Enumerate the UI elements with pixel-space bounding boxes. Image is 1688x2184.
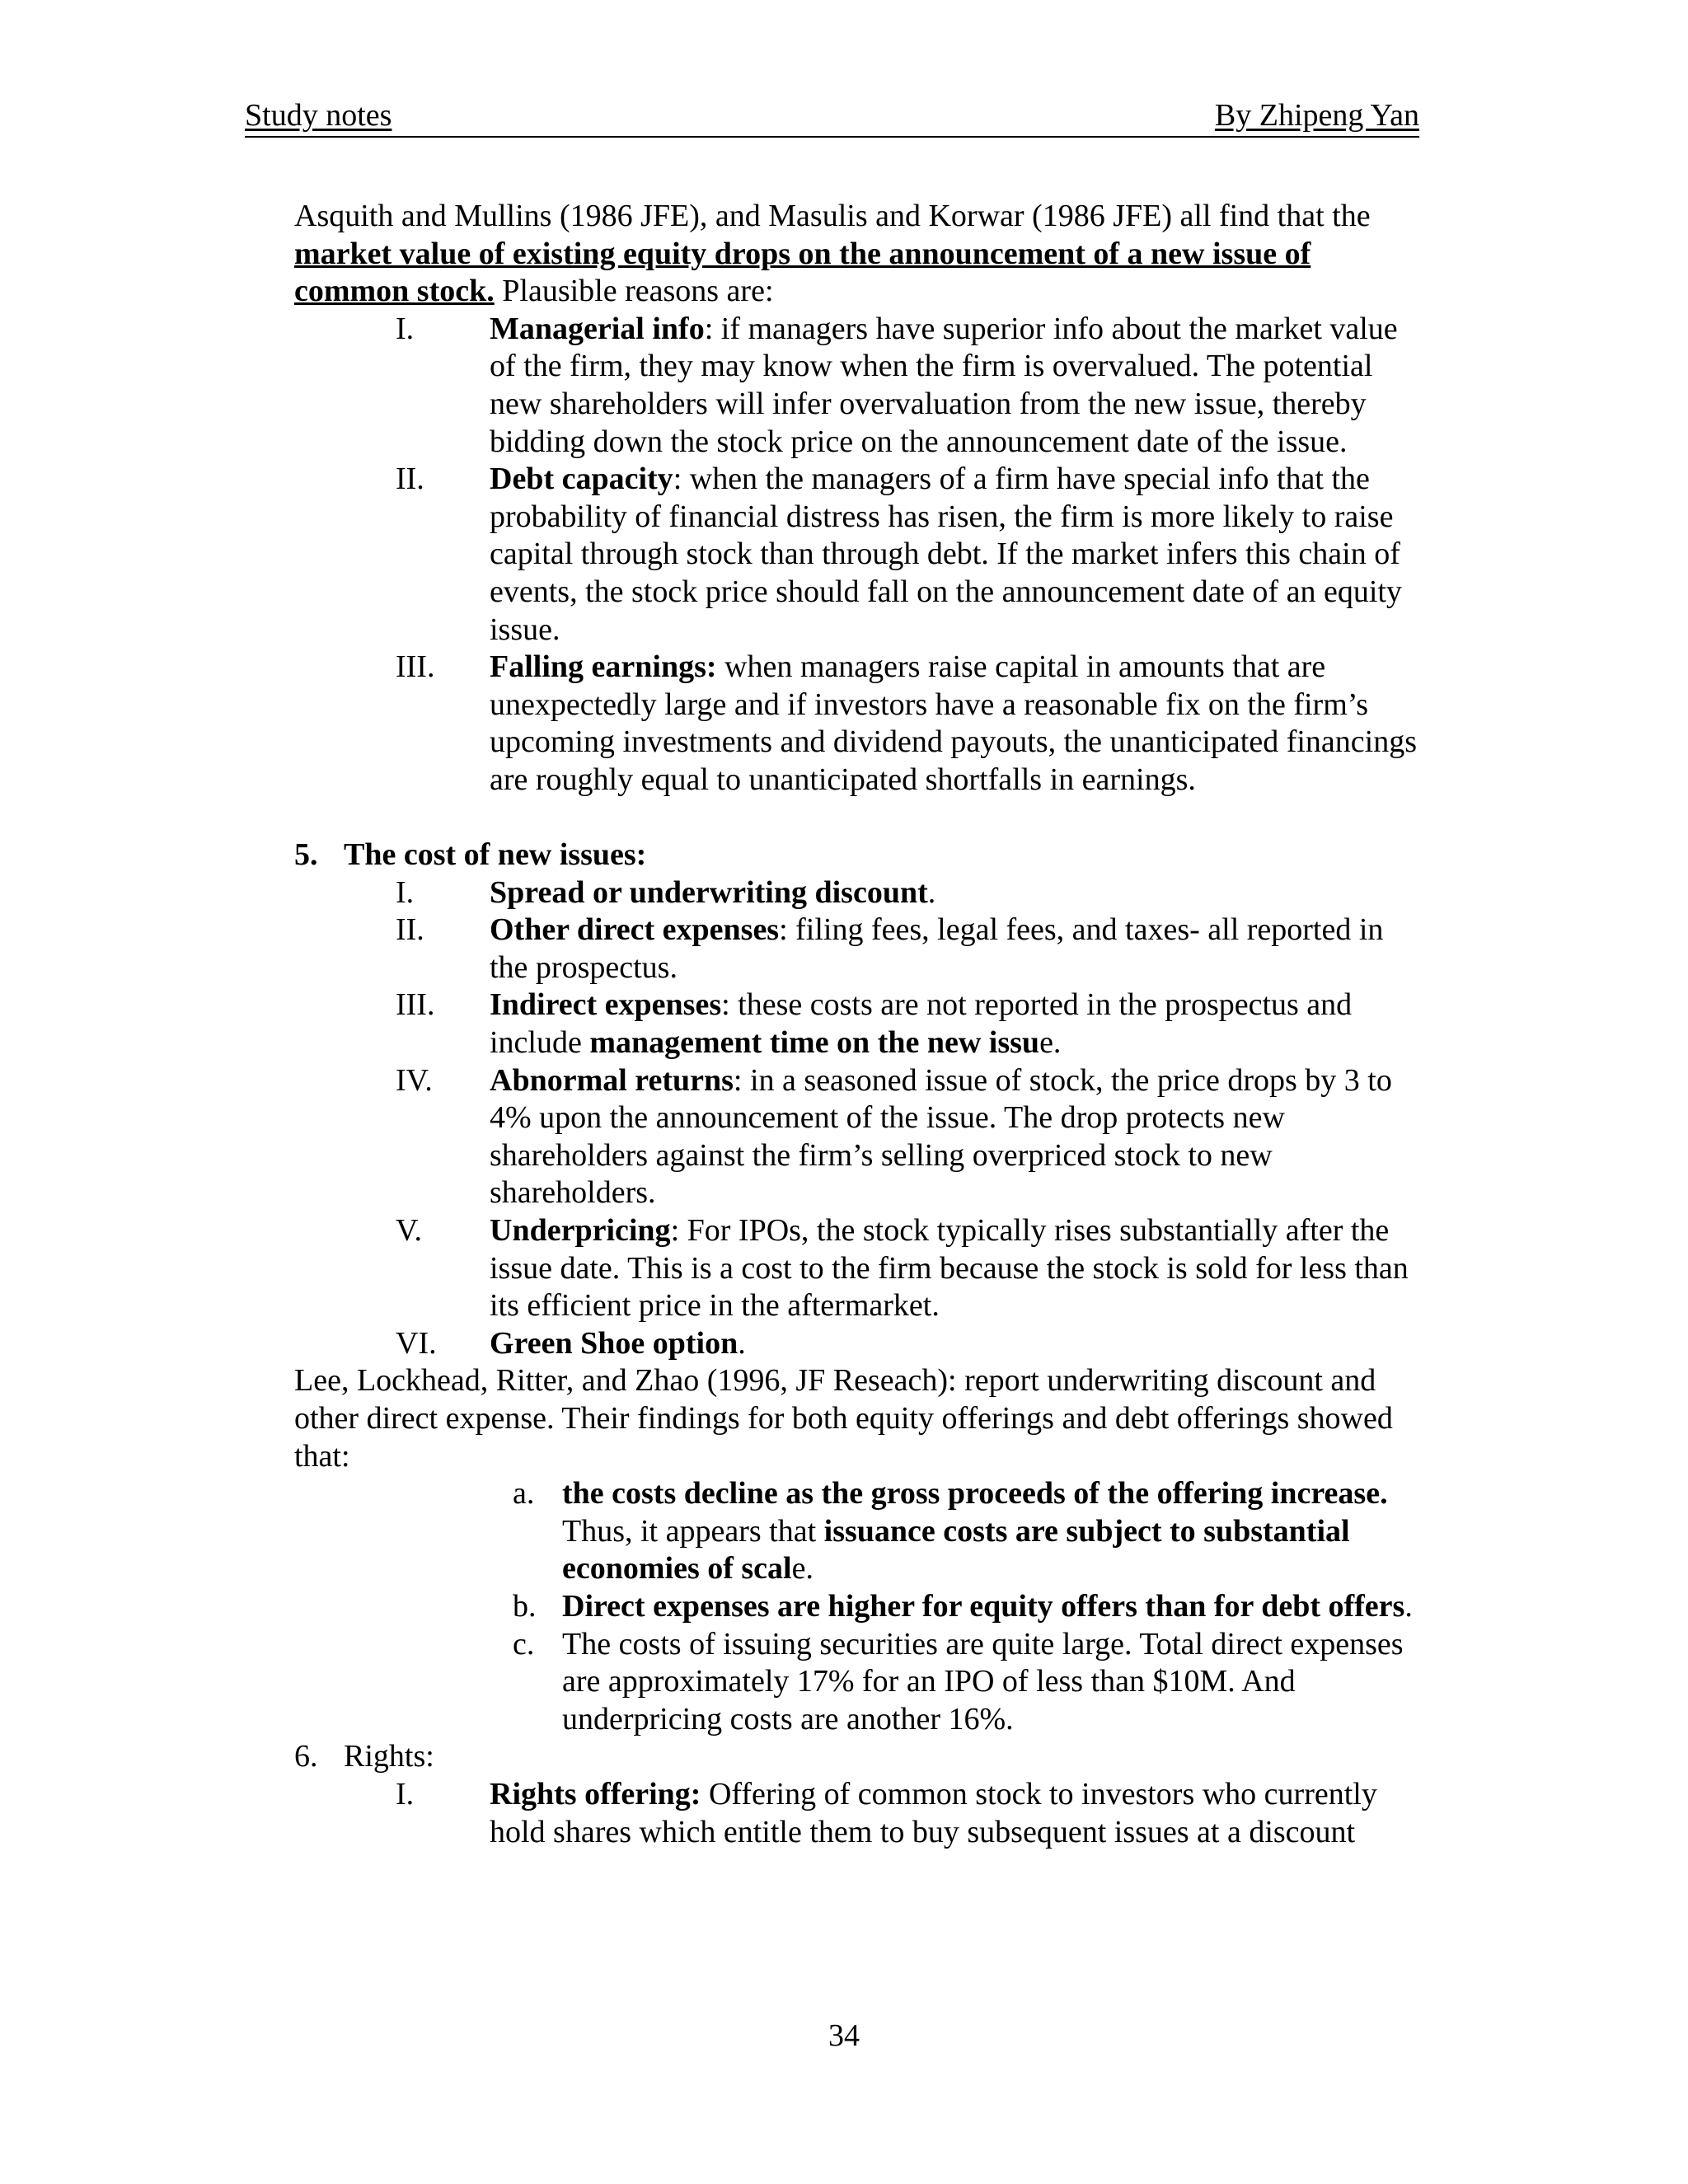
list-item: [294, 1212, 1423, 1325]
item-term: Managerial info: [490, 311, 705, 346]
item-term-secondary: management time on the new issu: [589, 1025, 1040, 1061]
item-term: Underpricing: [490, 1213, 671, 1249]
header-author: By Zhipeng Yan: [1214, 98, 1419, 133]
section-number: 5.: [294, 837, 318, 873]
item-number: I.: [396, 1776, 415, 1811]
item-body-1: The costs of issuing securities are quite large. Total direct expenses are approximately 17% for an IPO of less than $10M. And underpricing costs are another 16%.: [562, 1626, 1404, 1736]
item-body: : when the managers of a firm have special info that the probability of financial distress has risen, the firm is more likely to raise capital through stock than through debt. If the market infers this chain of events, the stock price should fall on the announcement date of an equity issue.: [490, 462, 1402, 647]
item-bold-2: issuance costs are subject to substantial economies of scal: [562, 1513, 1350, 1586]
item-text: [562, 1588, 1423, 1626]
list-item: [294, 874, 1423, 912]
item-term: Indirect expenses: [490, 987, 722, 1023]
list-item: [294, 1325, 1423, 1363]
item-term: Abnormal returns: [490, 1062, 734, 1098]
item-number: VI.: [396, 1325, 437, 1361]
item-body: .: [738, 1325, 746, 1361]
section-title: The cost of new issues:: [344, 837, 647, 873]
item-letter: c.: [513, 1626, 535, 1661]
item-term: Falling earnings:: [490, 649, 717, 685]
section-heading-rights: [294, 1738, 1423, 1776]
list-item: [294, 311, 1423, 461]
item-number: IV.: [396, 1062, 433, 1098]
item-text: [490, 1212, 1423, 1325]
item-term: Spread or underwriting discount: [490, 874, 928, 910]
list-item: [294, 912, 1423, 987]
intro-emphasis: market value of existing equity drops on the announcement of a new issue of common stock.: [294, 236, 1311, 309]
item-body-secondary: e.: [1039, 1025, 1062, 1061]
list-item: [294, 1626, 1423, 1739]
item-text: [490, 912, 1423, 987]
findings-list: [294, 1475, 1423, 1738]
item-text: [490, 311, 1423, 461]
item-term: Green Shoe option: [490, 1325, 738, 1361]
item-body: : these costs are not reported in the prospectus and include: [490, 987, 1353, 1061]
item-body: Offering of common stock to investors who currently hold shares which entitle them to buy subsequent issues at a discount: [490, 1776, 1377, 1849]
item-text: [490, 461, 1423, 649]
list-item: [294, 649, 1423, 799]
item-number: V.: [396, 1213, 423, 1249]
section-title: Rights:: [344, 1739, 434, 1774]
item-letter: b.: [513, 1588, 537, 1624]
intro-tail: Plausible reasons are:: [494, 274, 774, 309]
item-text: [562, 1626, 1423, 1739]
list-item: [294, 987, 1423, 1062]
list-item: [294, 1588, 1423, 1626]
list-item: [294, 1475, 1423, 1588]
item-number: I.: [396, 874, 415, 910]
item-body: : in a seasoned issue of stock, the price drops by 3 to 4% upon the announcement of the issue. The drop protects new shareholders against the firm’s selling overpriced stock to new shareholders.: [490, 1062, 1392, 1211]
list-item: [294, 1062, 1423, 1212]
item-number: III.: [396, 649, 435, 685]
item-number: III.: [396, 987, 435, 1023]
reasons-list: [294, 311, 1423, 799]
list-item: [294, 1776, 1423, 1851]
intro-lead: Asquith and Mullins (1986 JFE), and Masulis and Korwar (1986 JFE) all find that the: [294, 199, 1371, 233]
item-text: [490, 1062, 1423, 1212]
section-heading-cost: [294, 837, 1423, 874]
page-header: [245, 96, 1419, 138]
item-number: II.: [396, 462, 424, 497]
item-body: : if managers have superior info about the market value of the firm, they may know when the firm is overvalued. The potential new shareholders will infer overvaluation from the new issue, thereby bidding down the stock price on the announcement date of the issue.: [490, 311, 1398, 459]
item-bold-1: the costs decline as the gross proceeds of the offering increase.: [562, 1476, 1388, 1511]
list-item: [294, 461, 1423, 649]
item-text: [490, 874, 1423, 912]
cost-list: [294, 874, 1423, 1363]
section-number: 6.: [294, 1739, 318, 1774]
item-text: [490, 1325, 1423, 1363]
item-text: [490, 987, 1423, 1062]
item-term: Debt capacity: [490, 462, 673, 497]
header-title: Study notes: [245, 98, 392, 133]
item-body-1: Thus, it appears that: [562, 1513, 824, 1549]
item-body: .: [927, 874, 936, 910]
item-body: : For IPOs, the stock typically rises substantially after the issue date. This is a cost to the firm because the stock is sold for less than its efficient price in the aftermarket.: [490, 1213, 1409, 1324]
page-number: 34: [828, 2018, 860, 2053]
item-bold-1: Direct expenses are higher for equity offers than for debt offers: [562, 1588, 1405, 1624]
item-term: Rights offering:: [490, 1776, 701, 1811]
item-text: [490, 649, 1423, 799]
item-number: I.: [396, 311, 415, 346]
item-number: II.: [396, 912, 424, 948]
document-body: [294, 198, 1423, 1851]
item-text: [562, 1475, 1423, 1588]
item-body-2: e.: [791, 1551, 814, 1586]
item-body: : filing fees, legal fees, and taxes- all reported in the prospectus.: [490, 912, 1384, 985]
study-paragraph: Lee, Lockhead, Ritter, and Zhao (1996, JF Reseach): report underwriting discount and other direct expense. Their findings for both equity offerings and debt offerings showed that:: [294, 1363, 1393, 1474]
item-text: [490, 1776, 1423, 1851]
intro-paragraph: [294, 198, 1423, 311]
item-body-1: .: [1404, 1588, 1413, 1624]
item-body: when managers raise capital in amounts that are unexpectedly large and if investors have a reasonable fix on the firm’s upcoming investments and dividend payouts, the unanticipated financings are roughly equal to unanticipated shortfalls in earnings.: [490, 649, 1417, 797]
item-term: Other direct expenses: [490, 912, 780, 948]
rights-list: [294, 1776, 1423, 1851]
item-letter: a.: [513, 1476, 535, 1511]
